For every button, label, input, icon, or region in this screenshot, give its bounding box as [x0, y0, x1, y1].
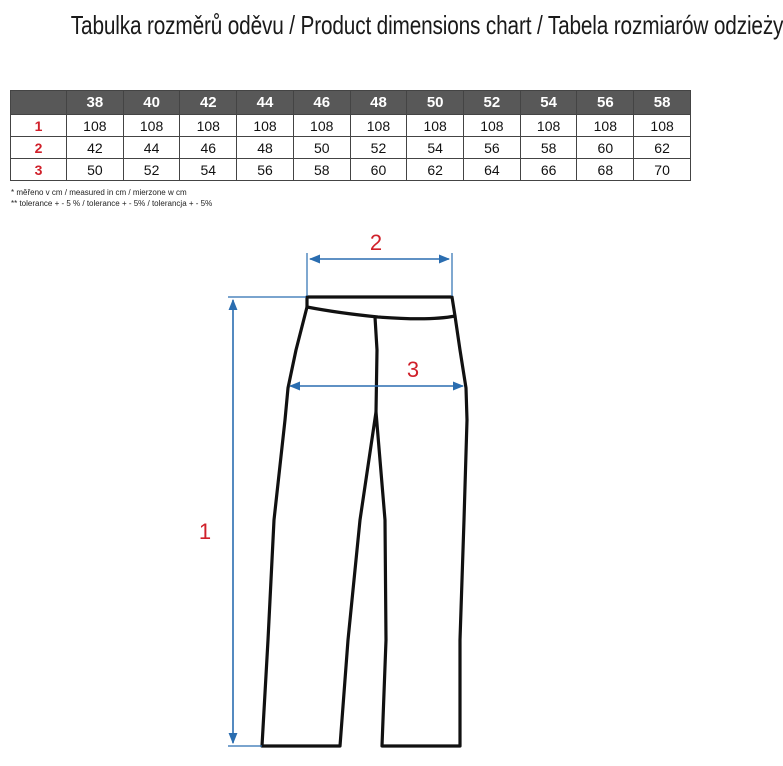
row-label-hip: 3 — [11, 159, 67, 181]
table-cell: 62 — [407, 159, 464, 181]
table-cell: 108 — [407, 115, 464, 137]
table-cell: 64 — [464, 159, 521, 181]
table-cell: 68 — [577, 159, 634, 181]
size-header-cell: 56 — [577, 91, 634, 115]
hip-dimension-label: 3 — [406, 357, 420, 382]
trousers-silhouette — [262, 307, 467, 746]
table-cell: 58 — [520, 137, 577, 159]
table-cell: 52 — [123, 159, 180, 181]
table-cell: 50 — [67, 159, 124, 181]
table-cell: 108 — [350, 115, 407, 137]
length-dimension-label: 1 — [198, 519, 212, 544]
measurement-note: * měřeno v cm / measured in cm / mierzone w cm — [11, 188, 187, 197]
size-header-cell: 52 — [464, 91, 521, 115]
table-cell: 58 — [293, 159, 350, 181]
waist-dimension-label: 2 — [369, 230, 383, 255]
size-header-cell: 40 — [123, 91, 180, 115]
waist-dimension — [307, 230, 452, 296]
table-cell: 56 — [464, 137, 521, 159]
table-cell: 62 — [634, 137, 691, 159]
fly-line — [375, 317, 377, 412]
size-header-cell: 50 — [407, 91, 464, 115]
table-cell: 108 — [67, 115, 124, 137]
table-cell: 54 — [407, 137, 464, 159]
tolerance-note: ** tolerance + - 5 % / tolerance + - 5% / tolerancja + - 5% — [11, 199, 213, 208]
table-cell: 108 — [520, 115, 577, 137]
row-label-waist: 2 — [11, 137, 67, 159]
table-cell: 70 — [634, 159, 691, 181]
row-label-length: 1 — [11, 115, 67, 137]
table-cell: 52 — [350, 137, 407, 159]
table-cell: 48 — [237, 137, 294, 159]
table-cell: 50 — [293, 137, 350, 159]
table-cell: 54 — [180, 159, 237, 181]
table-cell: 60 — [577, 137, 634, 159]
table-cell: 60 — [350, 159, 407, 181]
size-header-cell: 48 — [350, 91, 407, 115]
table-cell: 108 — [123, 115, 180, 137]
table-cell: 44 — [123, 137, 180, 159]
table-cell: 108 — [577, 115, 634, 137]
page-title: Tabulka rozměrů oděvu / Product dimensions chart / Tabela rozmiarów odzieży — [70, 10, 783, 40]
size-header-cell: 54 — [520, 91, 577, 115]
size-header-cell: 44 — [237, 91, 294, 115]
table-cell: 108 — [634, 115, 691, 137]
table-cell: 108 — [237, 115, 294, 137]
size-header-cell: 42 — [180, 91, 237, 115]
trousers-outline — [262, 297, 467, 746]
size-header-cell: 38 — [67, 91, 124, 115]
size-header-cell: 46 — [293, 91, 350, 115]
table-cell: 66 — [520, 159, 577, 181]
size-header-cell: 58 — [634, 91, 691, 115]
table-cell: 42 — [67, 137, 124, 159]
table-cell: 108 — [180, 115, 237, 137]
table-cell: 46 — [180, 137, 237, 159]
length-dimension — [199, 297, 306, 746]
table-cell: 108 — [464, 115, 521, 137]
waistband — [307, 297, 455, 319]
table-cell: 108 — [293, 115, 350, 137]
table-cell: 56 — [237, 159, 294, 181]
